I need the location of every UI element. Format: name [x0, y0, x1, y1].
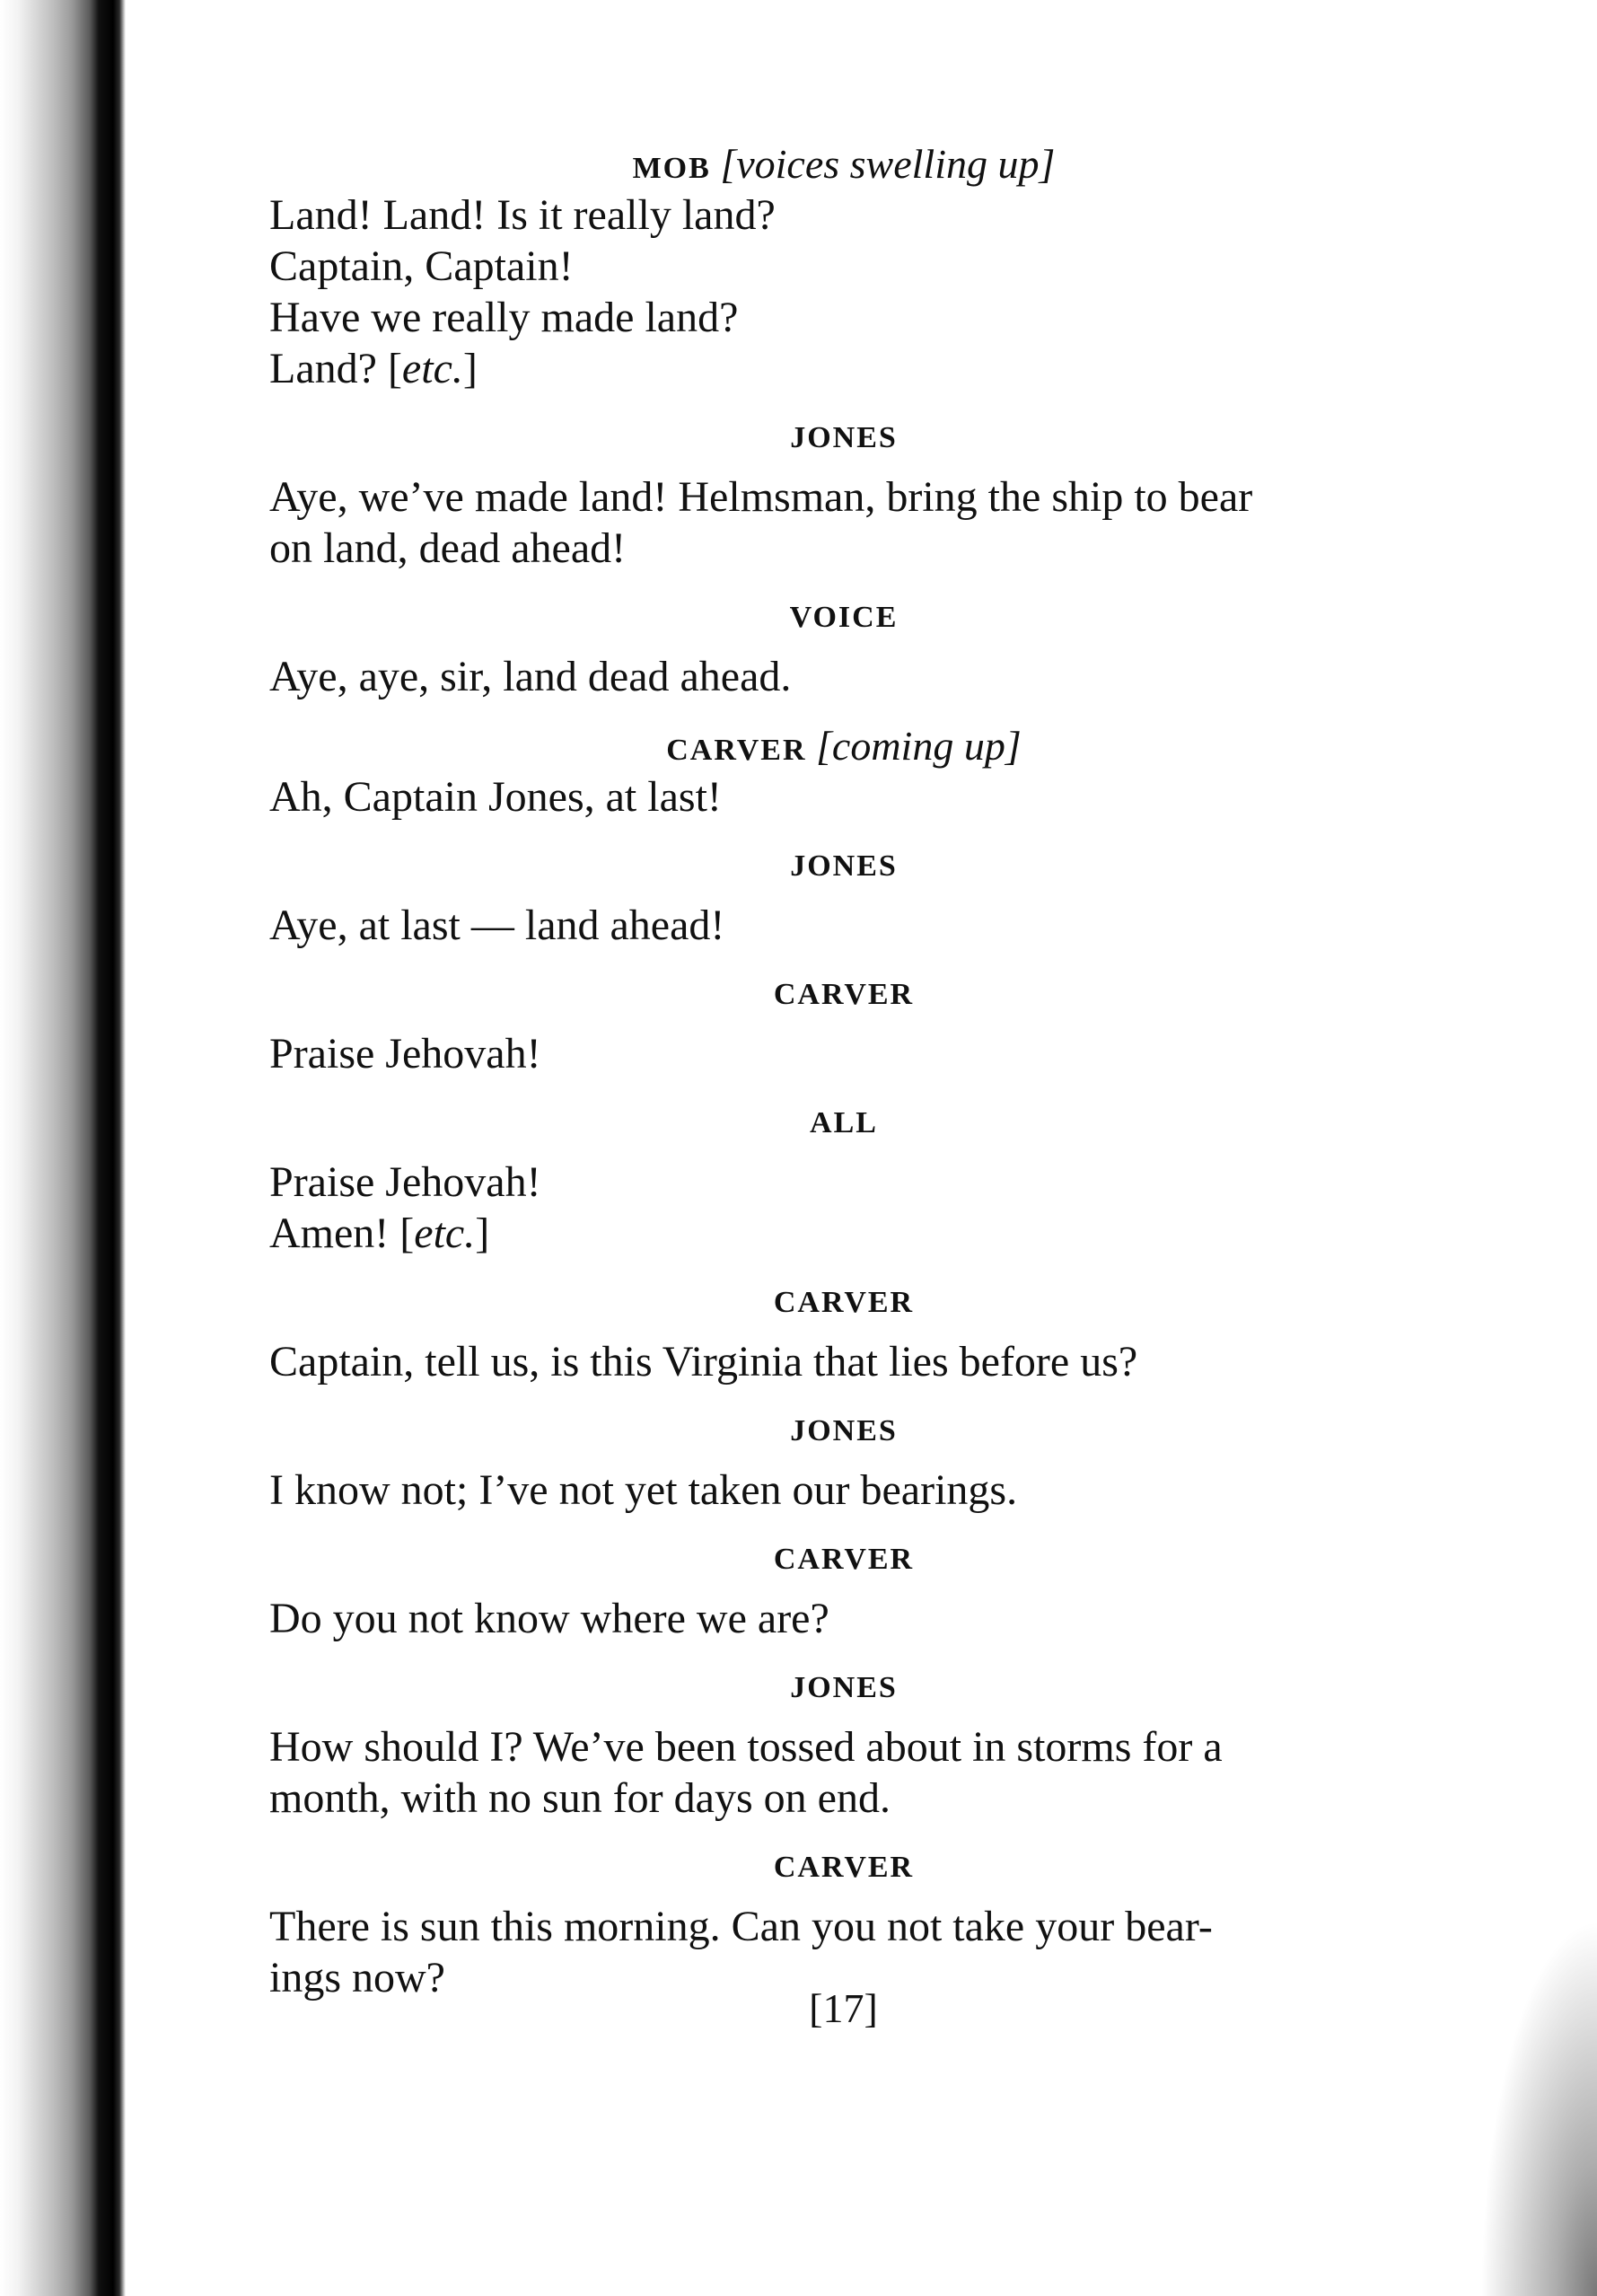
- speaker-heading: [323, 141, 1364, 189]
- speech: [269, 1721, 1364, 1824]
- speech-line: month, with no sun for days on end.: [269, 1774, 891, 1822]
- speech-line: Amen! [etc.]: [269, 1210, 490, 1257]
- speaker-heading: [323, 1411, 1364, 1452]
- speech-line: Captain, tell us, is this Virginia that lies before us?: [269, 1338, 1138, 1386]
- speaker-heading: [323, 846, 1364, 887]
- page-number: [17]: [809, 1985, 878, 2031]
- speaker-heading: [323, 1103, 1364, 1144]
- speech-line: Aye, aye, sir, land dead ahead.: [269, 653, 792, 700]
- speech: [269, 471, 1364, 574]
- speaker-name: JONES: [790, 849, 898, 883]
- stage-direction: [coming up]: [816, 723, 1022, 769]
- play-text: [269, 141, 1364, 2003]
- speech-line: ings now?: [269, 1954, 445, 2001]
- speaker-heading: [323, 1282, 1364, 1324]
- speech: [269, 900, 1364, 951]
- speaker-name: JONES: [790, 421, 898, 454]
- speech: [269, 1465, 1364, 1516]
- speech: [269, 189, 1364, 394]
- speech-line: Land! Land! Is it really land?: [269, 191, 776, 239]
- speaker-heading: [323, 723, 1364, 771]
- speech: [269, 651, 1364, 702]
- speech-line: Aye, we’ve made land! Helmsman, bring the ship to bear: [269, 473, 1253, 521]
- speech: [269, 1028, 1364, 1079]
- speaker-heading: [323, 1667, 1364, 1709]
- speech-line: There is sun this morning. Can you not take your bear-: [269, 1903, 1213, 1950]
- speech-line: Aye, at last — land ahead!: [269, 902, 725, 949]
- speaker-name: JONES: [790, 1671, 898, 1704]
- speaker-heading: [323, 597, 1364, 638]
- speaker-name: JONES: [790, 1414, 898, 1447]
- speech-line: Praise Jehovah!: [269, 1158, 541, 1206]
- binding-edge-shadow: [0, 0, 126, 2296]
- speaker-name: CARVER: [666, 734, 807, 767]
- speaker-heading: [323, 1539, 1364, 1580]
- speech-line: How should I? We’ve been tossed about in storms for a: [269, 1723, 1223, 1771]
- speaker-name: ALL: [810, 1106, 878, 1139]
- speaker-name: CARVER: [773, 1286, 915, 1319]
- speech: [269, 1336, 1364, 1387]
- page-corner-shadow: [1480, 1919, 1597, 2296]
- speech: [269, 771, 1364, 823]
- speech-line: Captain, Captain!: [269, 242, 574, 290]
- speech: [269, 1157, 1364, 1259]
- speech-line: on land, dead ahead!: [269, 524, 627, 572]
- speaker-name: CARVER: [773, 1543, 915, 1576]
- speech-line: I know not; I’ve not yet taken our bearings.: [269, 1466, 1018, 1514]
- speaker-name: MOB: [632, 152, 711, 185]
- speaker-name: VOICE: [789, 601, 899, 634]
- speech-line: Have we really made land?: [269, 294, 739, 341]
- speech: [269, 1593, 1364, 1644]
- speaker-heading: [323, 1847, 1364, 1888]
- speech-line: Do you not know where we are?: [269, 1595, 829, 1642]
- speech-line: Land? [etc.]: [269, 345, 478, 392]
- stage-direction: [voices swelling up]: [720, 141, 1056, 187]
- speaker-heading: [323, 974, 1364, 1016]
- speaker-heading: [323, 418, 1364, 459]
- speaker-name: CARVER: [773, 978, 915, 1011]
- speech-line: Ah, Captain Jones, at last!: [269, 773, 722, 821]
- speaker-name: CARVER: [773, 1851, 915, 1884]
- speech-line: Praise Jehovah!: [269, 1030, 541, 1078]
